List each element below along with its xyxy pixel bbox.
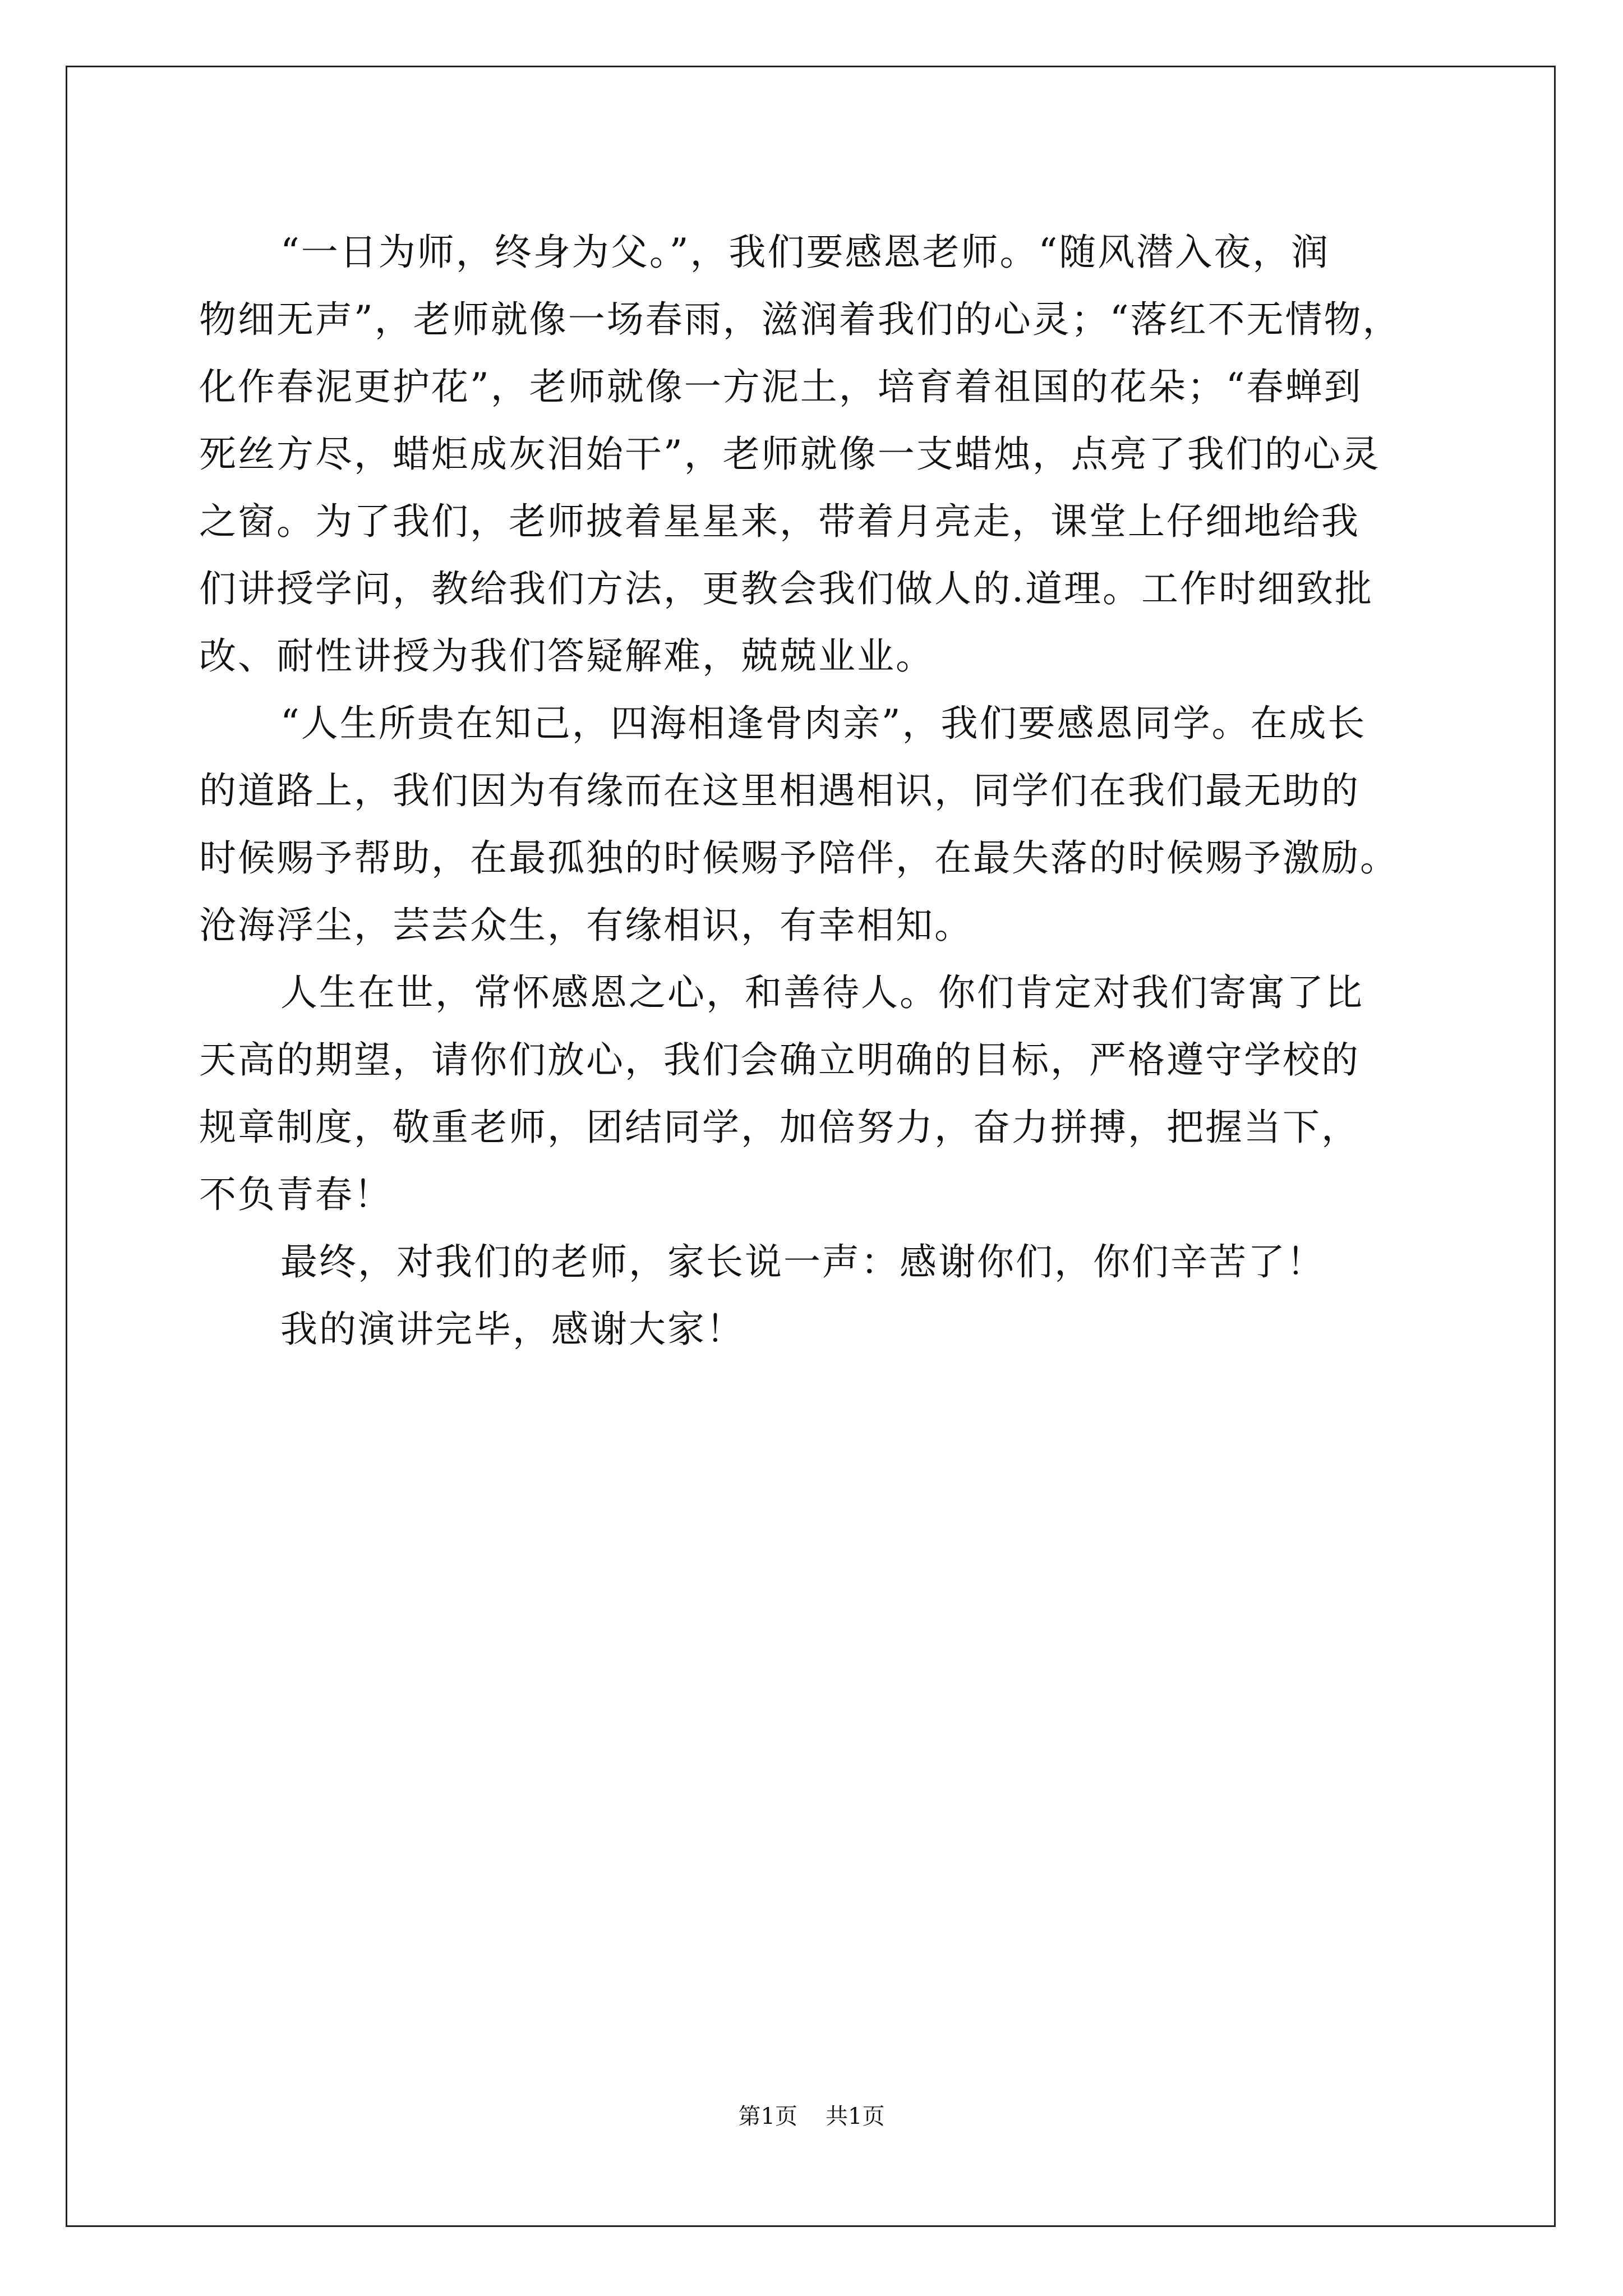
paragraph-3-line-4: 不负青春！ (199, 1173, 393, 1216)
page-number-total: 共1页 (826, 2104, 885, 2129)
paragraph-3-line-2: 天高的期望，请你们放心，我们会确立明确的目标，严格遵守学校的 (199, 1038, 1360, 1082)
paragraph-3-line-1: 人生在世，常怀感恩之心，和善待人。你们肯定对我们寄寓了比 (280, 971, 1364, 1014)
paragraph-2-line-4: 沧海浮尘，芸芸众生，有缘相识，有幸相知。 (199, 904, 973, 947)
paragraph-1-line-3: 化作春泥更护花”，老师就像一方泥土，培育着祖国的花朵；“春蝉到 (199, 365, 1363, 408)
paragraph-2-line-3: 时候赐予帮助，在最孤独的时候赐予陪伴，在最失落的时候赐予激励。 (199, 836, 1399, 880)
paragraph-1-line-6: 们讲授学问，教给我们方法，更教会我们做人的.道理。工作时细致批 (199, 567, 1373, 610)
paragraph-1-line-4: 死丝方尽，蜡炬成灰泪始干”，老师就像一支蜡烛，点亮了我们的心灵 (199, 432, 1381, 476)
paragraph-1-line-1: “一日为师，终身为父。”，我们要感恩老师。“随风潜入夜，润 (280, 231, 1330, 274)
paragraph-2-line-1: “人生所贵在知己，四海相逢骨肉亲”，我们要感恩同学。在成长 (280, 702, 1367, 745)
paragraph-2-line-2: 的道路上，我们因为有缘而在这里相遇相识，同学们在我们最无助的 (199, 769, 1360, 812)
page-footer (0, 2102, 1623, 2131)
paragraph-5-line-1: 我的演讲完毕，感谢大家！ (280, 1308, 745, 1351)
paragraph-3-line-3: 规章制度，敬重老师，团结同学，加倍努力，奋力拼搏，把握当下， (199, 1106, 1360, 1149)
paragraph-4-line-1: 最终，对我们的老师，家长说一声：感谢你们，你们辛苦了！ (280, 1240, 1325, 1283)
paragraph-1-line-7: 改、耐性讲授为我们答疑解难，兢兢业业。 (199, 634, 934, 678)
paragraph-1-line-5: 之窗。为了我们，老师披着星星来，带着月亮走，课堂上仔细地给我 (199, 500, 1360, 543)
page-number-current: 第1页 (738, 2104, 797, 2129)
paragraph-1-line-2: 物细无声”，老师就像一场春雨，滋润着我们的心灵；“落红不无情物， (199, 298, 1401, 341)
